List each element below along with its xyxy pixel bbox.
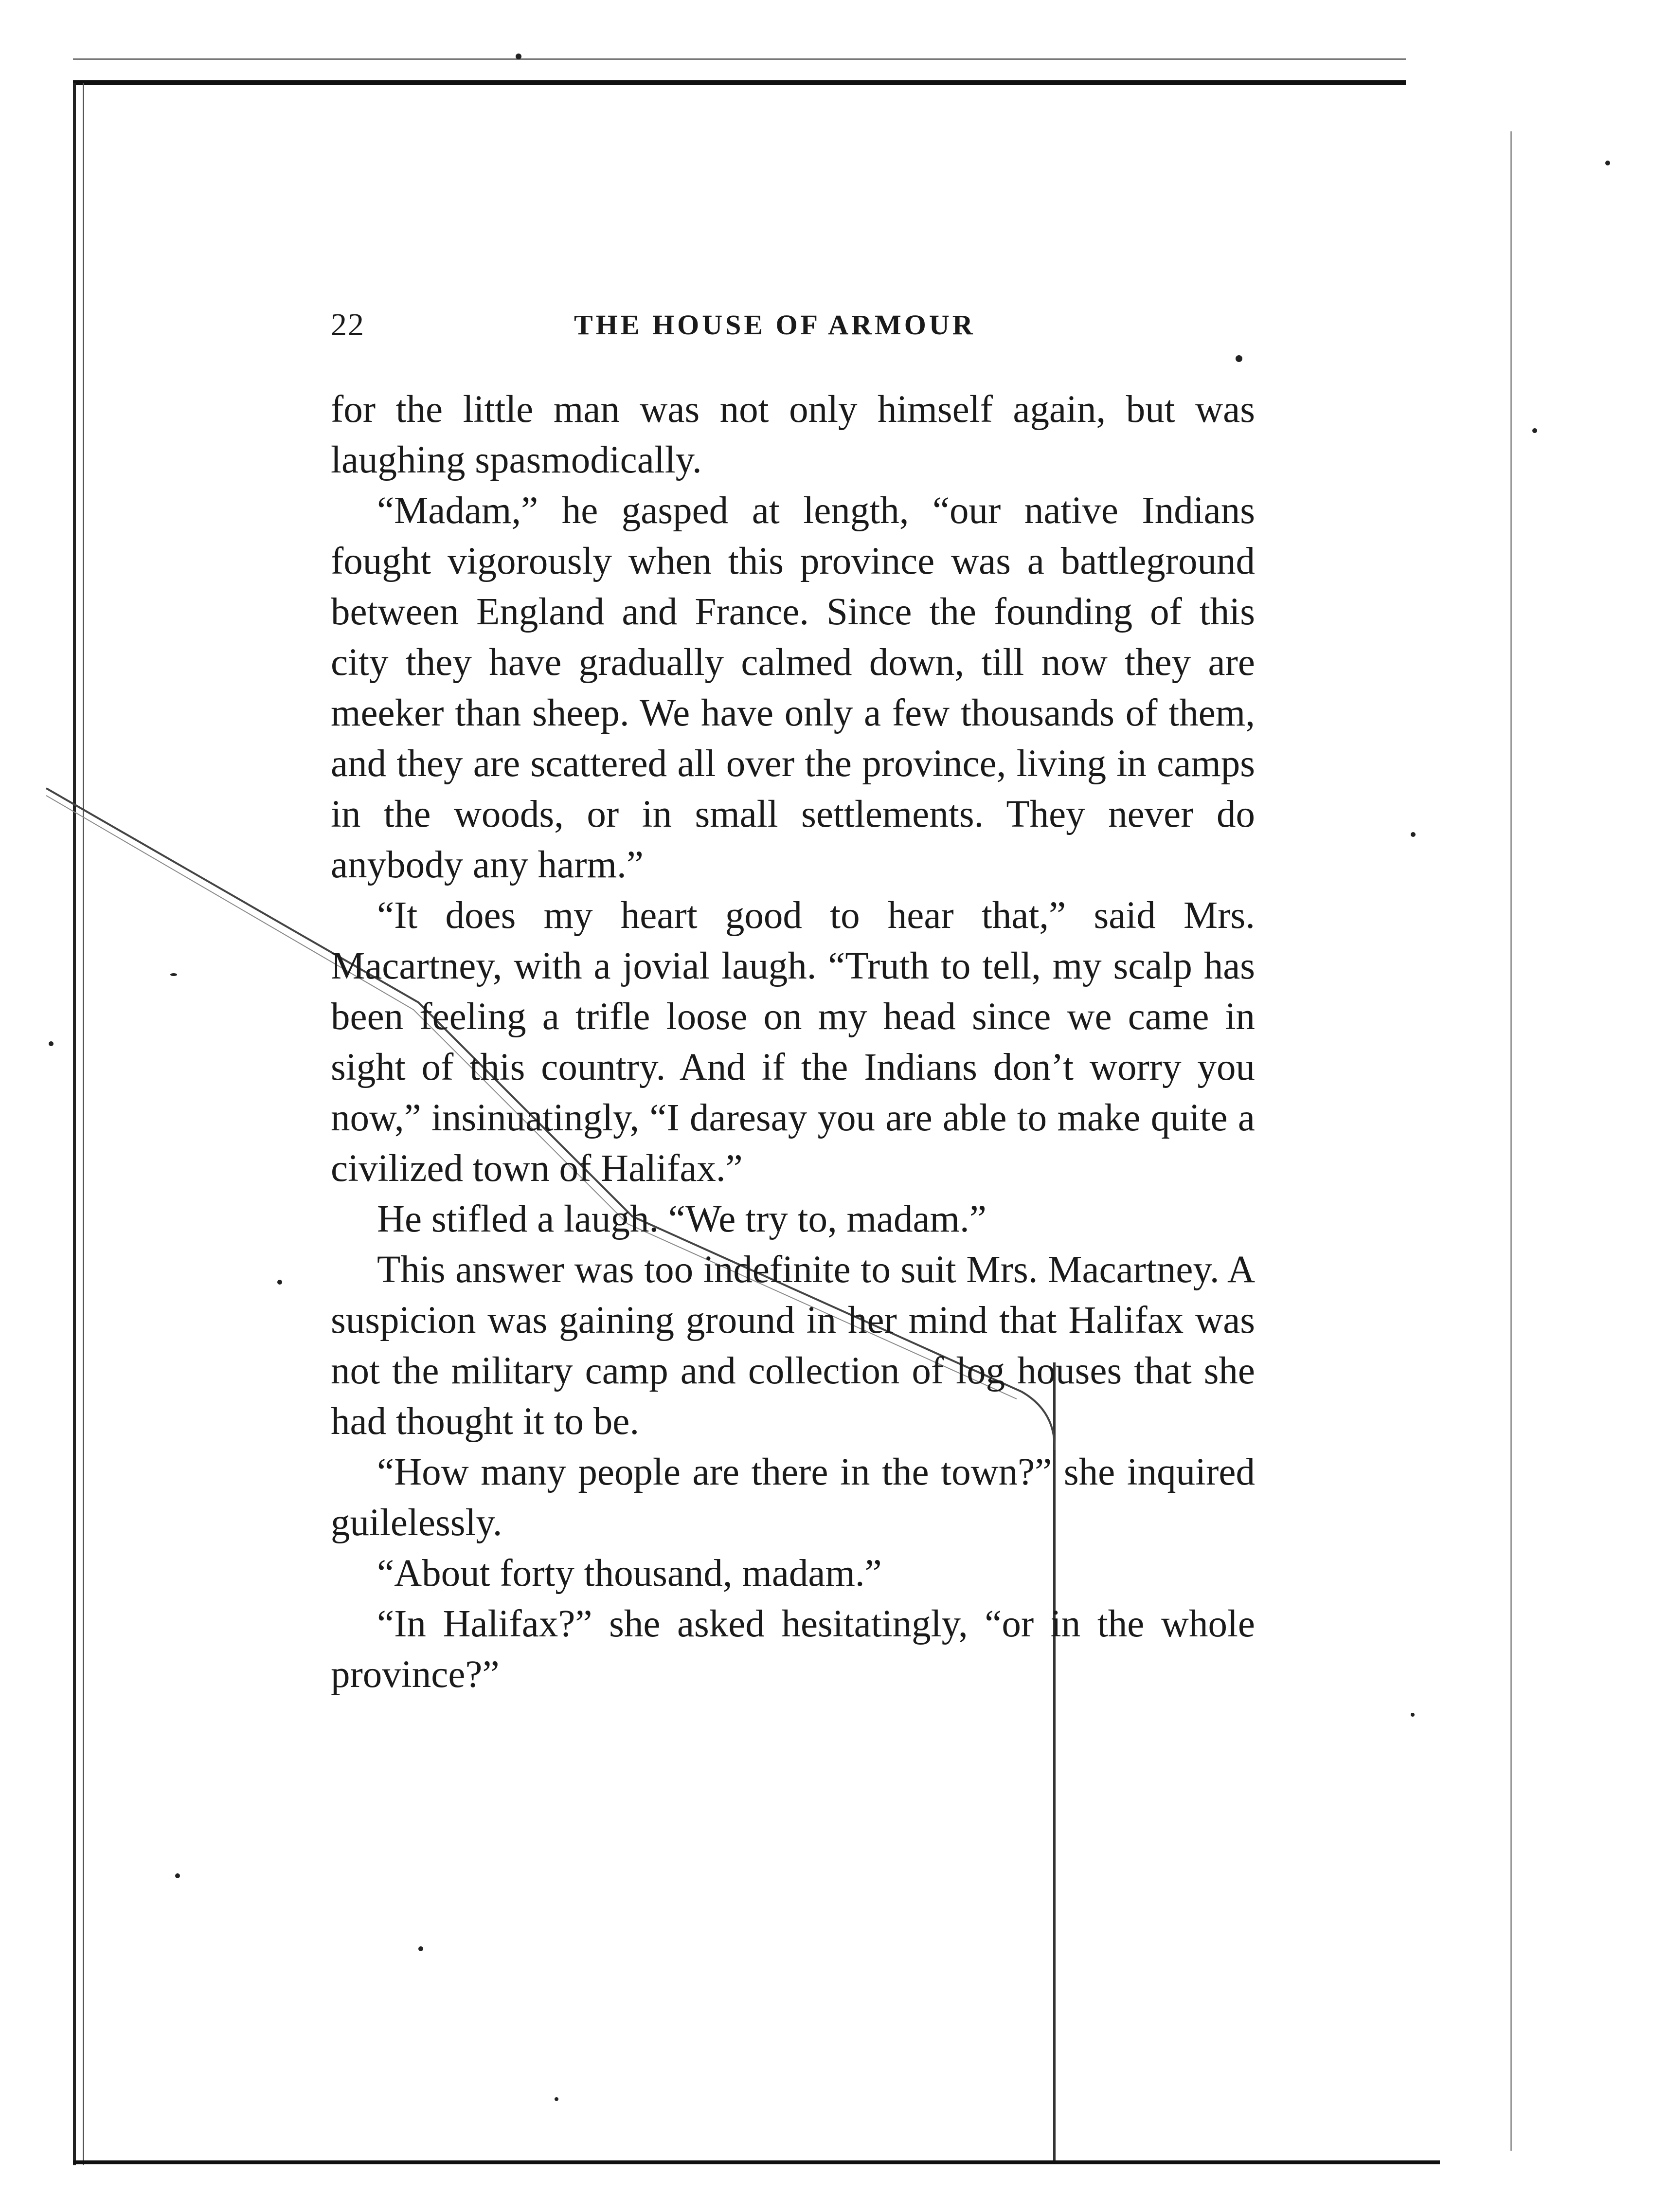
scan-speck — [175, 1873, 180, 1878]
scan-speck — [1411, 832, 1416, 837]
body-text — [331, 384, 1255, 1700]
scan-speck — [1532, 428, 1537, 433]
scan-speck — [1236, 355, 1242, 362]
scan-speck — [516, 54, 521, 59]
paragraph: “How many people are there in the town?” she inquired guilelessly. — [331, 1451, 1255, 1544]
paragraph: This answer was too indefinite to suit Mrs. Macartney. A suspicion was gaining ground in her mind that Halifax was not the military camp and collection of log houses that she had thought it to be. — [331, 1249, 1255, 1443]
paragraph: “In Halifax?” she asked hesitatingly, “or in the whole province?” — [331, 1603, 1255, 1696]
scan-speck — [555, 2097, 558, 2101]
paragraph: He stifled a laugh. “We try to, madam.” — [377, 1198, 986, 1240]
paragraph: for the little man was not only himself again, but was laughing spasmodically. — [331, 388, 1255, 481]
paragraph: “Madam,” he gasped at length, “our native Indians fought vigorously when this province was a battleground between England and France. Since the founding of this city they have gradually calmed down, till now they are meeker than sheep. We have only a few thousands of them, and they are scattered all over the province, living in camps in the woods, or in small settlements. They never do anybody any harm.” — [331, 490, 1255, 886]
scan-speck — [170, 973, 177, 976]
scan-speck — [1411, 1713, 1415, 1717]
scan-speck — [418, 1946, 423, 1951]
page-number: 22 — [331, 307, 365, 343]
running-head — [331, 307, 1255, 345]
book-title: THE HOUSE OF ARMOUR — [574, 309, 976, 341]
paragraph: “About forty thousand, madam.” — [377, 1552, 882, 1595]
paragraph: “It does my heart good to hear that,” said Mrs. Macartney, with a jovial laugh. “Truth to tell, my scalp has been feeling a trifle loose on my head since we came in sight of this country. And if the Indians don’t worry you now,” insinuatingly, “I daresay you are able to make quite a civilized town of Halifax.” — [331, 894, 1255, 1190]
scan-speck — [49, 1041, 54, 1046]
scan-speck — [1605, 161, 1610, 165]
scan-speck — [277, 1280, 282, 1285]
